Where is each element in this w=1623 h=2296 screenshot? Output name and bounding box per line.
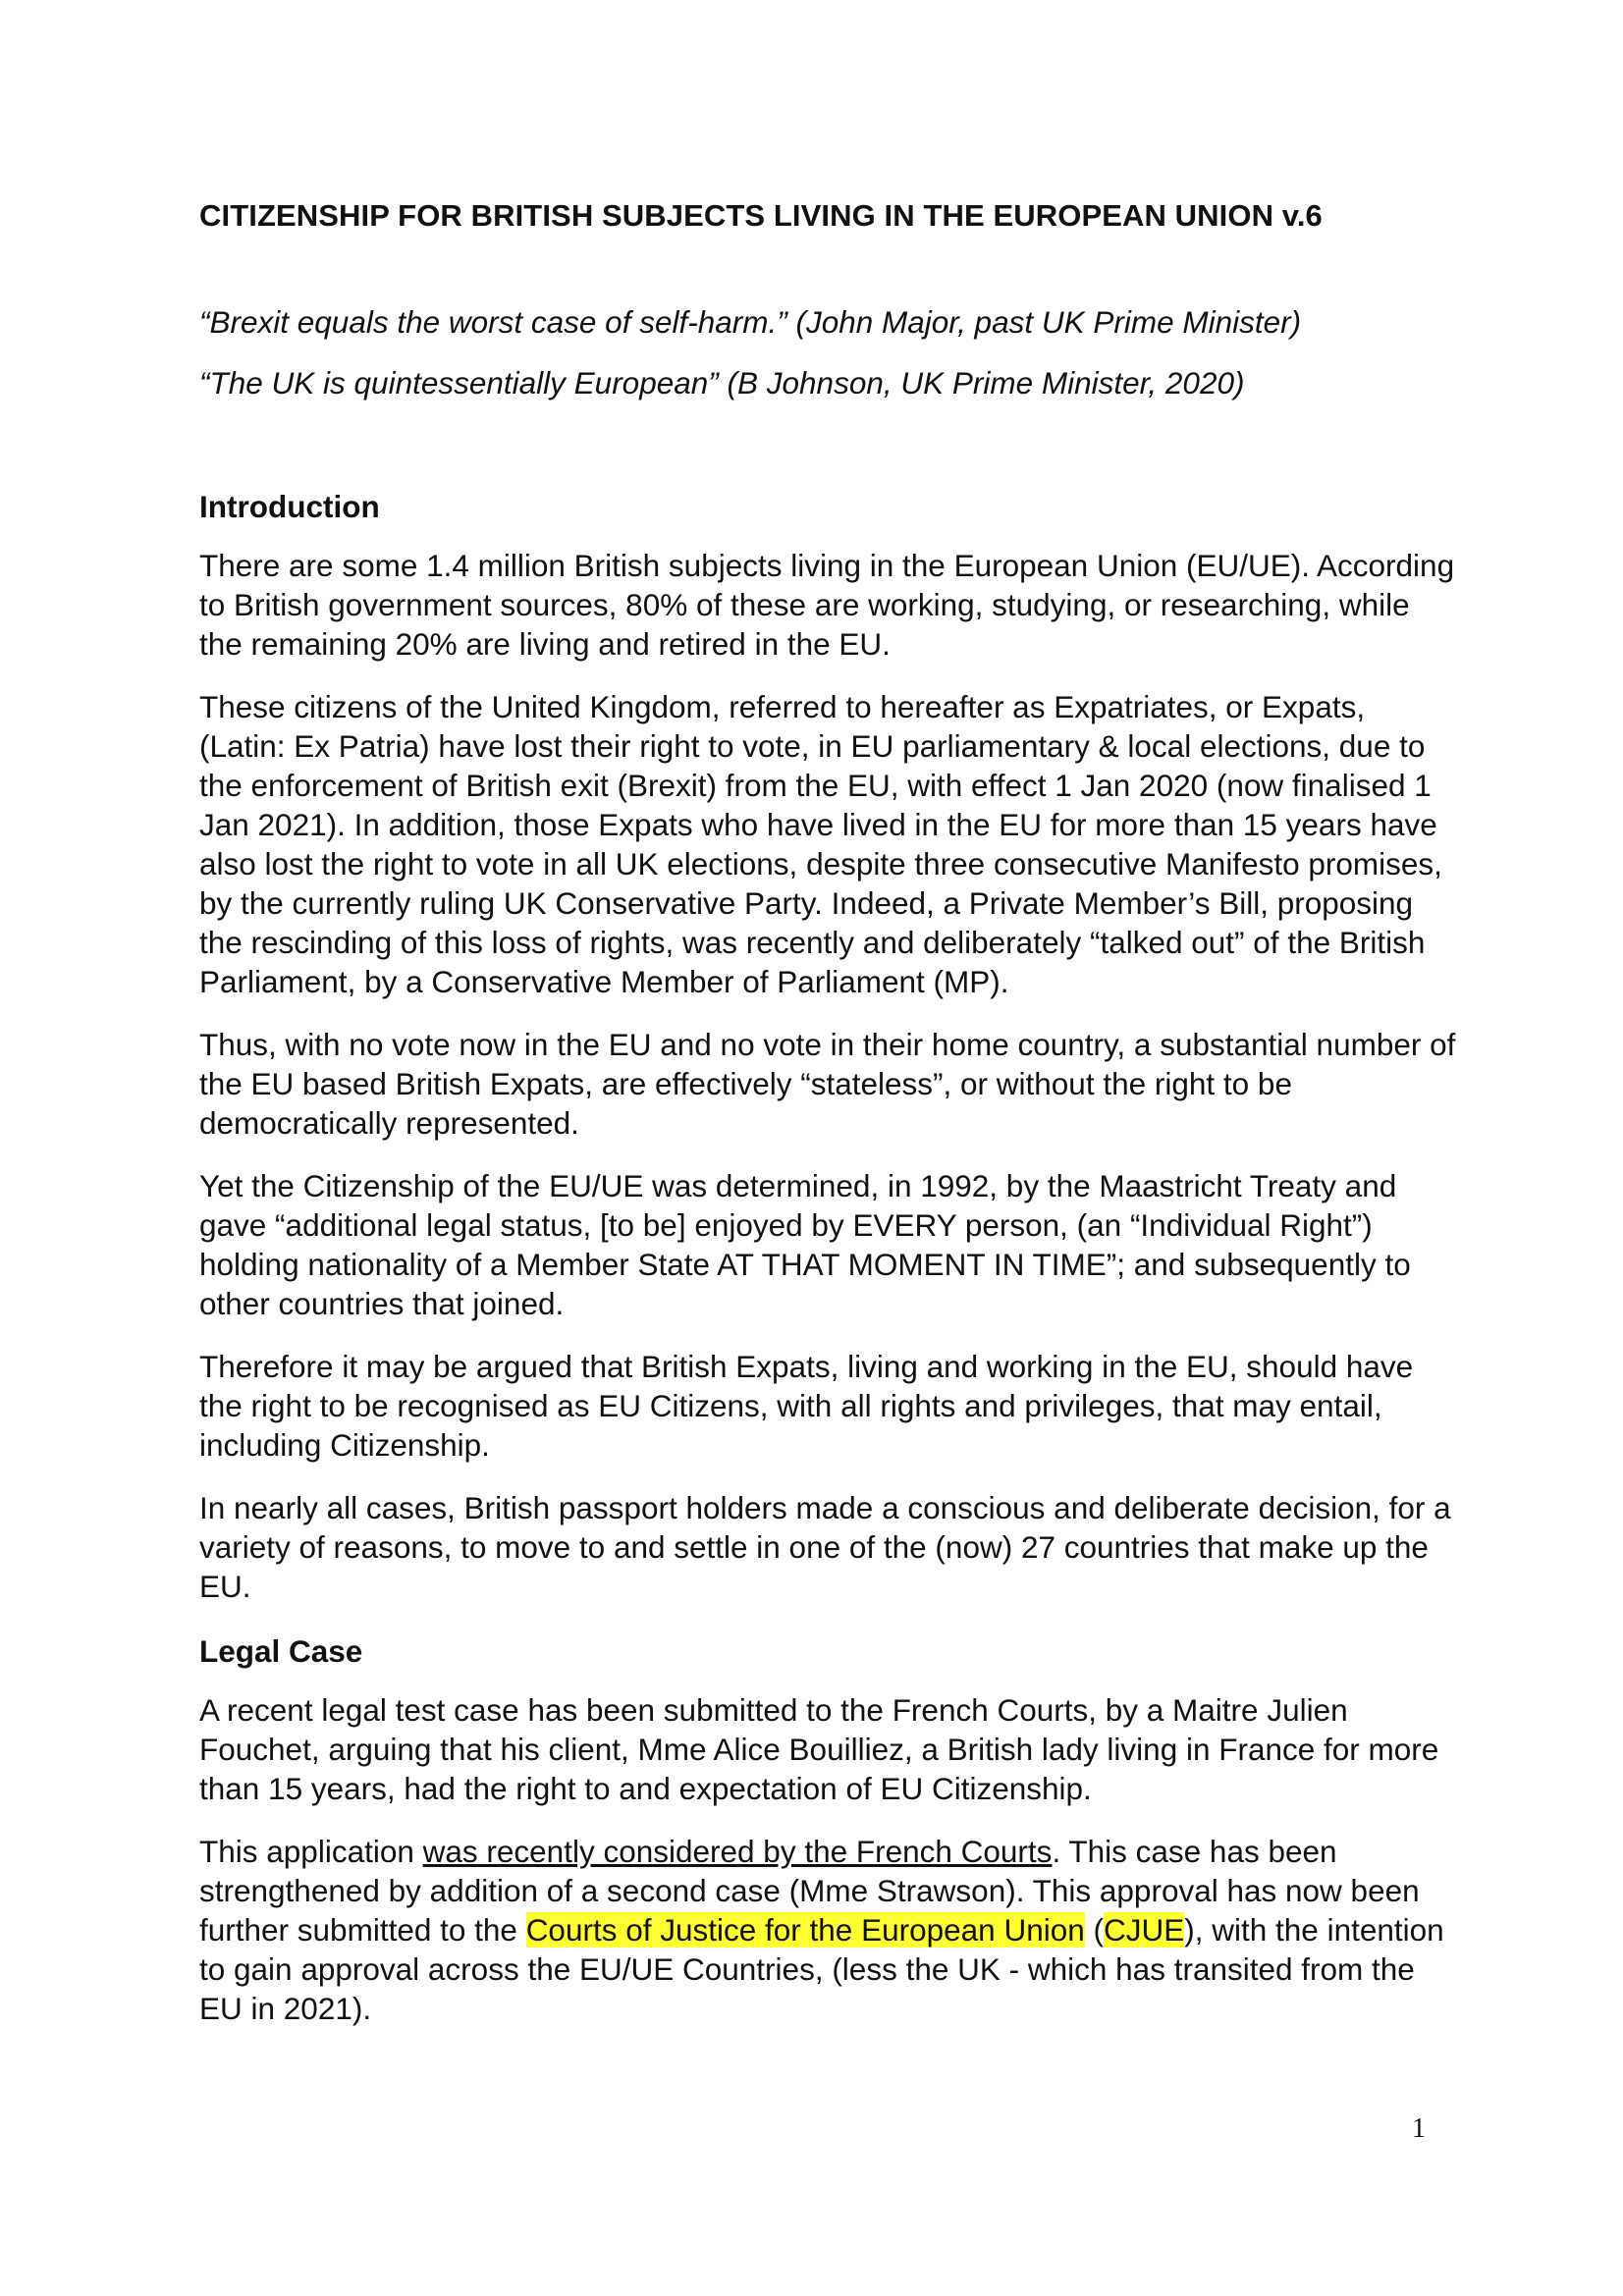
intro-paragraph: There are some 1.4 million British subjects living in the European Union (EU/UE). According to British government sources, 80% of these are working, studying, or researching, while the remaining 20% are living and retired in the EU. xyxy=(199,548,1455,662)
legal-text: . This case has been strengthened by addition of a second case (Mme Strawson). This approval has now been further submitted to the xyxy=(199,1834,1420,1948)
highlighted-court-name: Courts of Justice for the European Union xyxy=(525,1912,1085,1948)
legal-paragraph-courts xyxy=(199,1832,1456,2028)
intro-paragraph: Therefore it may be argued that British Expats, living and working in the EU, should have the right to be recognised as EU Citizens, with all rights and privileges, that may entail, including Citizenship. xyxy=(199,1349,1414,1463)
french-courts-link[interactable]: was recently considered by the French Courts xyxy=(422,1834,1053,1869)
document-title: CITIZENSHIP FOR BRITISH SUBJECTS LIVING IN THE EUROPEAN UNION v.6 xyxy=(199,198,1323,233)
epigraph-quotes xyxy=(199,300,1456,404)
highlighted-cjue: CJUE xyxy=(1104,1912,1185,1948)
legal-text: ), with the intention to gain approval across the EU/UE Countries, (less the UK - which has transited from the EU in 2021). xyxy=(199,1912,1444,2026)
introduction-heading: Introduction xyxy=(199,489,380,524)
legal-case-heading: Legal Case xyxy=(199,1633,363,1669)
quote-major: “Brexit equals the worst case of self-harm.” (John Major, past UK Prime Minister) xyxy=(199,304,1302,340)
intro-paragraph: Thus, with no vote now in the EU and no vote in their home country, a substantial number of the EU based British Expats, are effectively “stateless”, or without the right to be democratically represented. xyxy=(199,1027,1456,1141)
intro-paragraph: Yet the Citizenship of the EU/UE was determined, in 1992, by the Maastricht Treaty and gave “additional legal status, [to be] enjoyed by EVERY person, (an “Individual Right”) holding nationality of a Member State AT THAT MOMENT IN TIME”; and subsequently to other countries that joined. xyxy=(199,1168,1411,1321)
intro-paragraph: These citizens of the United Kingdom, referred to hereafter as Expatriates, or Expats, (Latin: Ex Patria) have lost their right to vote, in EU parliamentary & local elections, due to the enforcement of British exit (Brexit) from the EU, with effect 1 Jan 2020 (now finalised 1 Jan 2021). In addition, those Expats who have lived in the EU for more than 15 years have also lost the right to vote in all UK elections, despite three consecutive Manifesto promises, by the currently ruling UK Conservative Party. Indeed, a Private Member’s Bill, proposing the rescinding of this loss of rights, was recently and deliberately “talked out” of the British Parliament, by a Conservative Member of Parliament (MP). xyxy=(199,689,1442,999)
legal-text: This application xyxy=(199,1834,423,1869)
page-number: 1 xyxy=(1412,2113,1426,2144)
legal-text: ( xyxy=(1084,1912,1104,1948)
document-page xyxy=(199,194,1456,2028)
intro-paragraph: In nearly all cases, British passport holders made a conscious and deliberate decision, for a variety of reasons, to move to and settle in one of the (now) 27 countries that make up the EU. xyxy=(199,1490,1451,1604)
legal-paragraph: A recent legal test case has been submitted to the French Courts, by a Maitre Julien Fouchet, arguing that his client, Mme Alice Bouilliez, a British lady living in France for more than 15 years, had the right to and expectation of EU Citizenship. xyxy=(199,1692,1439,1806)
quote-johnson: “The UK is quintessentially European” (B Johnson, UK Prime Minister, 2020) xyxy=(199,365,1245,400)
